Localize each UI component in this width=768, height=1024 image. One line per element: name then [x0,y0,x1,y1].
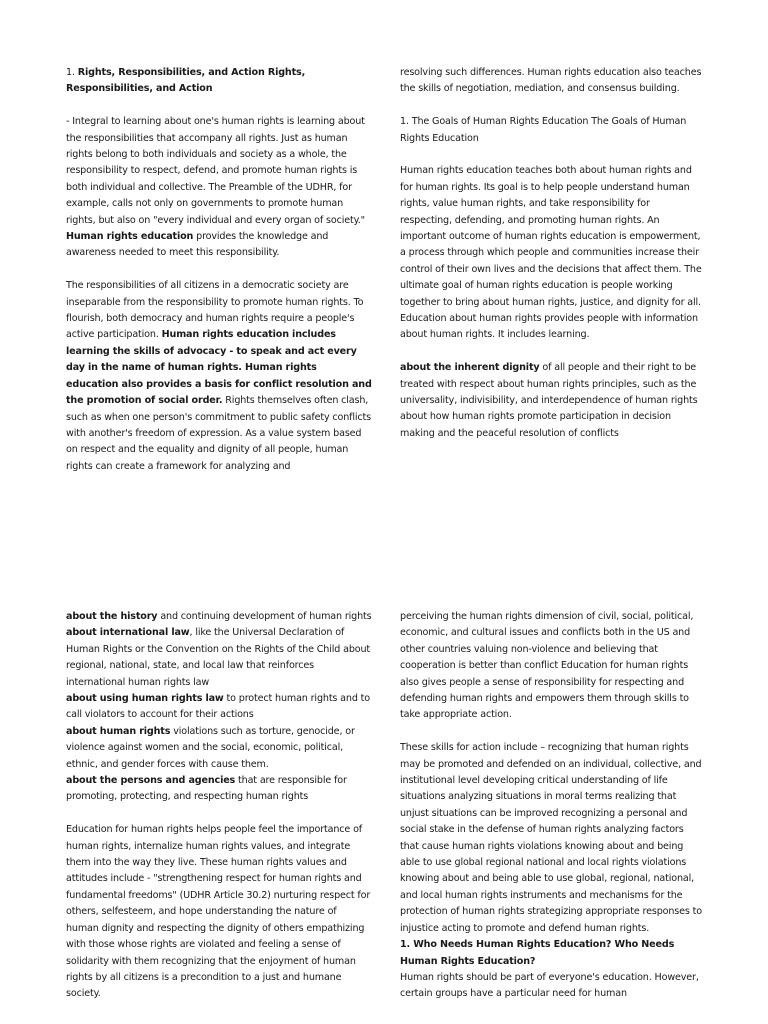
column-top-right [400,65,704,442]
paragraph [400,360,704,442]
paragraph-text: of all people and their right to be treated with respect about human rights principles, such as the universality, indivisibility, and interdependence of human rights about how human rights promote participation in decision making and the peaceful resolution of conflicts [400,362,698,439]
paragraph: resolving such differences. Human rights education also teaches the skills of negotiation, mediation, and consensus building. [400,67,702,95]
paragraph: Human rights should be part of everyone's education. However, certain groups have a particular need for human [400,971,699,1000]
column-bottom-right [400,609,704,1003]
bold-phrase: about human rights [66,725,171,737]
column-top-left [66,65,372,475]
paragraph-text: provides the knowledge and awareness needed to meet this responsibility. [66,231,329,259]
paragraph-text: The responsibilities of all citizens in a democratic society are inseparable from the responsibility to promote human rights. To flourish, both democracy and human rights require a people's active participation. [66,280,364,341]
heading-text: 1. Who Needs Human Rights Education? Who Needs Human Rights Education? [400,939,675,967]
paragraph-text: - Integral to learning about one's human rights is learning about the responsibilities that accompany all rights. Just as human rights belong to both individuals and society as a whole, the responsibility to respect, defend, and promote human rights is both individual and collective. The Preamble of the UDHR, for example, calls not only on governments to promote human rights, but also on "every individual and every organ of society." [66,116,365,226]
list-item [66,691,372,724]
heading-text: Rights, Responsibilities, and Action Rights, Responsibilities, and Action [66,67,306,95]
bold-phrase: about using human rights law [66,693,224,705]
paragraph: perceiving the human rights dimension of civil, social, political, economic, and cultural issues and conflicts both in the US and other countries valuing non-violence and believing that cooperation is better than conflict Education for human rights also gives people a sense of responsibility for respecting and defending human rights and empowers them through skills to take appropriate action. [400,611,694,721]
section-heading-goals: 1. The Goals of Human Rights Education The Goals of Human Rights Education [400,116,687,144]
paragraph-text: , like the Universal Declaration of Human Rights or the Convention on the Rights of the Child about regional, national, state, and local law that reinforces international human rights law [66,627,371,688]
paragraph-text: to protect human rights and to call violators to account for their actions [66,693,371,721]
paragraph [66,114,372,262]
list-item [66,625,372,691]
bold-phrase: about the inherent dignity [400,362,540,374]
list-item [66,724,372,773]
heading-number: 1. [66,67,75,78]
paragraph [66,278,372,475]
paragraph: These skills for action include – recognizing that human rights may be promoted and defended on an individual, collective, and institutional level developing critical understanding of life situations analyzing situations in moral terms realizing that unjust situations can be improved recognizing a personal and social stake in the defense of human rights analyzing factors that cause human rights violations knowing about and being able to use global regional national and local rights violations knowing about and being able to use global, regional, national, and local human rights instruments and mechanisms for the protection of human rights strategizing appropriate responses to injustice acting to promote and defend human rights. [400,742,702,934]
section-heading-rights-responsibilities [66,65,372,98]
bold-phrase: about the history [66,611,158,622]
paragraph-text: violations such as torture, genocide, or violence against women and the social, economic, political, ethnic, and gender forces with cause them. [66,725,355,770]
bold-phrase: Human rights education [66,231,194,243]
bold-phrase: about international law [66,627,190,639]
list-item [66,609,372,625]
bold-phrase: Human rights education includes learning the skills of advocacy - to speak and act every day in the name of human rights. Human rights education also provides a basis for conflict resolution and the promotion of social order. [66,329,372,407]
bold-phrase: about the persons and agencies [66,775,236,787]
paragraph-text: Rights themselves often clash, such as when one person's commitment to public safety conflicts with another's freedom of expression. As a value system based on respect and the equality and dignity of all people, human rights can create a framework for analyzing and [66,395,372,472]
paragraph-text: that are responsible for promoting, protecting, and respecting human rights [66,775,347,803]
section-heading-who-needs [400,937,704,970]
paragraph-text: and continuing development of human rights [160,611,372,622]
paragraph: Human rights education teaches both about human rights and for human rights. Its goal is to help people understand human rights, value human rights, and take responsibility for respecting, defending, and promoting human rights. An important outcome of human rights education is empowerment, a process through which people and communities increase their control of their own lives and the decisions that affect them. The ultimate goal of human rights education is people working together to bring about human rights, justice, and dignity for all. Education about human rights provides people with information about human rights. It includes learning. [400,165,702,341]
list-item [66,773,372,806]
column-bottom-left [66,609,372,1003]
paragraph: Education for human rights helps people feel the importance of human rights, internalize human rights values, and integrate them into the way they live. These human rights values and attitudes include - "strengthening respect for human rights and fundamental freedoms" (UDHR Article 30.2) nurturing respect for others, selfesteem, and hope understanding the nature of human dignity and respecting the dignity of others empathizing with those whose rights are violated and feeling a sense of solidarity with them recognizing that the enjoyment of human rights by all citizens is a precondition to a just and humane society. [66,824,371,1000]
